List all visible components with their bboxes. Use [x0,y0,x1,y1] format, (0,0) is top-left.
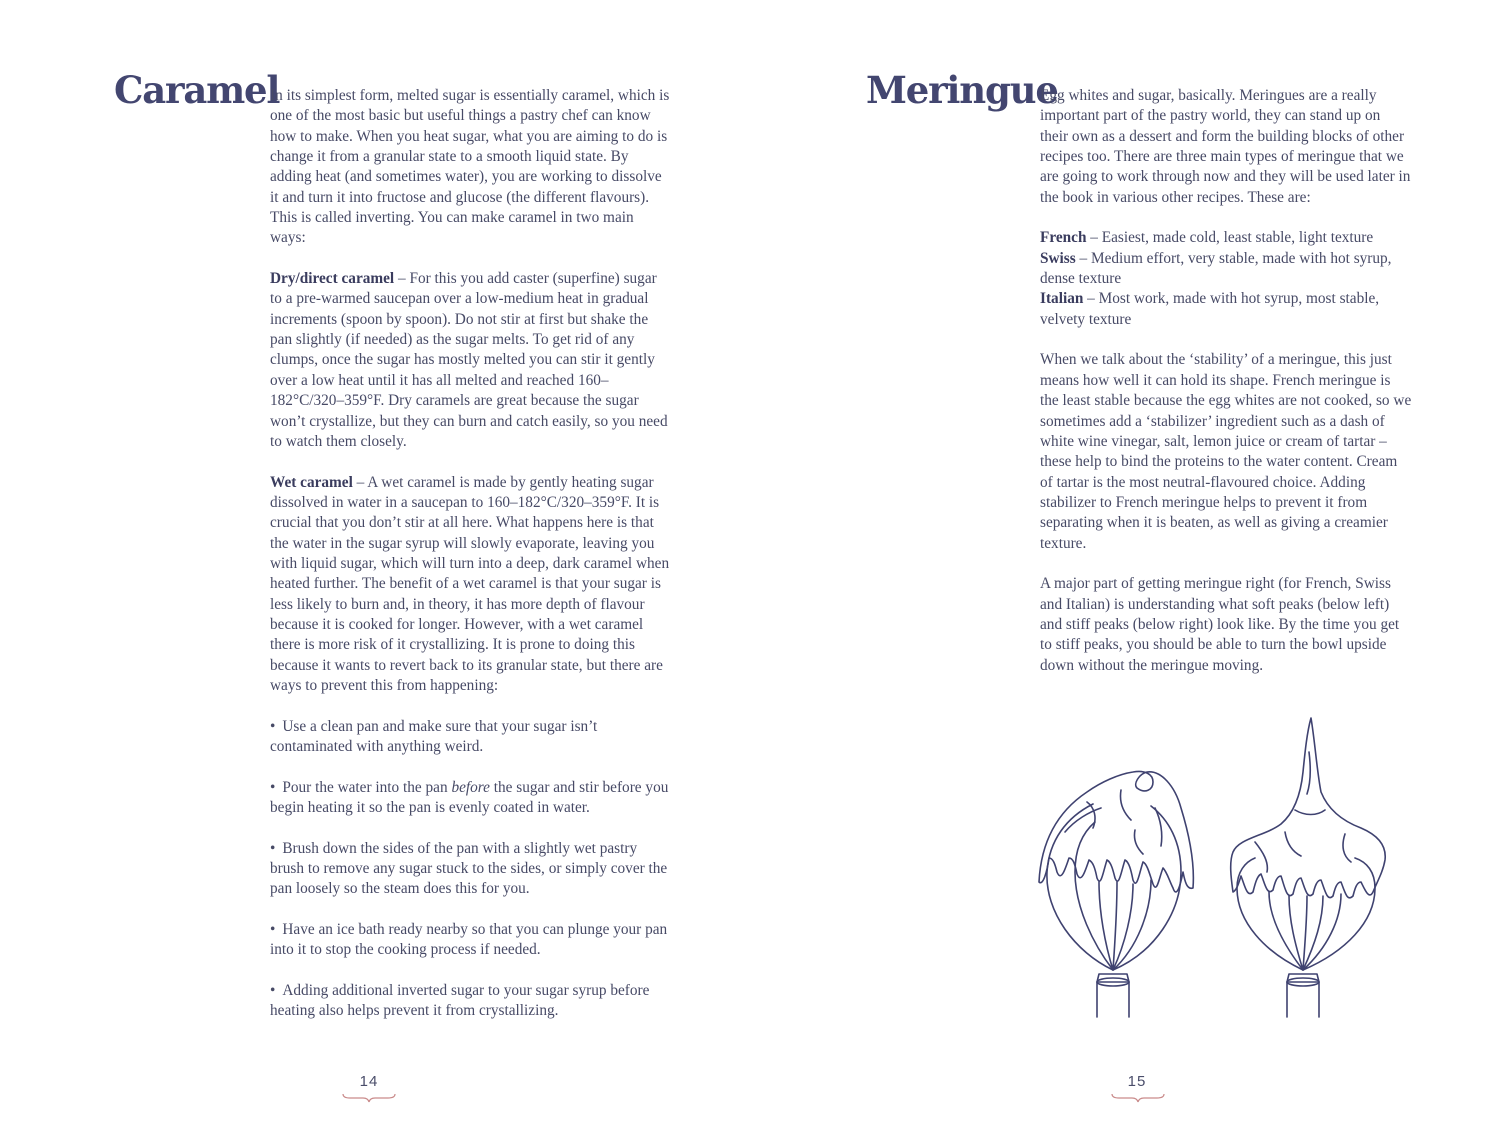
peaks-paragraph: A major part of getting meringue right (for French, Swiss and Italian) is understanding what soft peaks (below left) and stiff peaks (below right) look like. By the time you get to stiff peaks, you should be able to turn the bowl upside down without the meringue moving. [1040,575,1400,674]
meringue-body [1040,86,1412,696]
dry-caramel-label: Dry/direct caramel [270,270,395,288]
wet-caramel-paragraph [270,473,672,697]
meringue-whisks-illustration [1035,712,1415,1022]
bullet-text: Adding additional inverted sugar to your sugar syrup before heating also helps prevent it from crystallizing. [270,982,650,1020]
caramel-body [270,86,672,1042]
caramel-title: Caramel [114,68,280,112]
french-label: French [1040,229,1087,247]
bullet-dot: • [270,921,276,939]
bullet-dot: • [270,717,276,735]
soft-peak-whisk-icon [1039,771,1193,1017]
tip-bullet-3 [270,839,672,900]
italian-label: Italian [1040,290,1084,308]
right-page [750,0,1500,1125]
bullet-text: Brush down the sides of the pan with a slightly wet pastry brush to remove any sugar stuck to the sides, or simply cover the pan loosely so the steam does this for you. [270,839,668,898]
bullet-text-after: the sugar and stir before you begin heating it so the pan is evenly coated in water. [270,778,669,817]
wet-caramel-label: Wet caramel [270,473,353,491]
type-swiss [1040,249,1412,290]
page-brace-icon [342,1092,396,1104]
bullet-text-emphasis: before [451,778,490,796]
type-italian [1040,289,1412,330]
bullet-dot: • [270,778,276,796]
italian-text: – Most work, made with hot syrup, most stable, velvety texture [1040,290,1380,328]
meringue-title: Meringue [866,68,1058,112]
bullet-text-before: Pour the water into the pan [282,778,452,796]
wet-caramel-text: – A wet caramel is made by gently heating sugar dissolved in water in a saucepan to 160–182°C/320–359°F. It is crucial that you don’t stir at all here. What happens here is that the water in the sugar syrup will slowly evaporate, leaving you with liquid sugar, which will turn into a deep, dark caramel when heated further. The benefit of a wet caramel is that your sugar is less likely to burn and, in theory, it has more depth of flavour because it is cooked for longer. However, with a wet caramel there is more risk of it crystallizing. It is prone to doing this because it wants to revert back to its granular state, but there are ways to prevent this from happening: [270,473,670,694]
bullet-dot: • [270,982,276,1000]
page-number-right: 15 [1127,1073,1147,1090]
bullet-text: Use a clean pan and make sure that your sugar isn’t contaminated with anything weird. [270,717,598,755]
tip-bullet-1 [270,717,672,758]
dry-caramel-paragraph [270,269,672,452]
swiss-text: – Medium effort, very stable, made with hot syrup, dense texture [1040,249,1392,288]
bullet-dot: • [270,839,276,857]
meringue-types [1040,228,1412,330]
stability-paragraph: When we talk about the ‘stability’ of a meringue, this just means how well it can hold its shape. French meringue is the least stable because the egg whites are not cooked, so we sometimes add a ‘stabilizer’ ingredient such as a dash of white wine vinegar, salt, lemon juice or cream of tartar – these help to bind the proteins to the water content. Cream of tartar is the most neutral-flavoured choice. Adding stabilizer to French meringue helps to prevent it from separating when it is beaten, as well as giving a creamier texture. [1040,351,1412,552]
tip-bullet-5 [270,981,672,1022]
tip-bullet-4 [270,920,672,961]
french-text: – Easiest, made cold, least stable, light texture [1086,229,1374,247]
caramel-intro: In its simplest form, melted sugar is essentially caramel, which is one of the most basic but useful things a pastry chef can know how to make. When you heat sugar, what you are aiming to do is change it from a granular state to a smooth liquid state. By adding heat (and sometimes water), you are working to dissolve it and turn it into fructose and glucose (the different flavours). This is called inverting. You can make caramel in two main ways: [270,87,670,247]
dry-caramel-text: – For this you add caster (superfine) sugar to a pre-warmed saucepan over a low-medium heat in gradual increments (spoon by spoon). Do not stir at first but shake the pan slightly (if needed) as the sugar melts. To get rid of any clumps, once the sugar has mostly melted you can stir it gently over a low heat until it has all melted and reached 160–182°C/320–359°F. Dry caramels are great because the sugar won’t crystallize, but they can burn and catch easily, so you need to watch them closely. [270,270,668,450]
bullet-text: Have an ice bath ready nearby so that you can plunge your pan into it to stop the cooking process if needed. [270,921,668,959]
swiss-label: Swiss [1040,249,1076,267]
meringue-intro: Egg whites and sugar, basically. Meringues are a really important part of the pastry world, they can stand up on their own as a dessert and form the building blocks of other recipes too. There are three main types of meringue that we are going to work through now and they will be used later in the book in various other recipes. These are: [1040,87,1411,206]
page-brace-icon [1111,1092,1165,1104]
type-french [1040,228,1412,248]
tip-bullet-2 [270,778,672,819]
page-number-left: 14 [359,1073,379,1090]
stiff-peak-whisk-icon [1231,718,1386,1017]
